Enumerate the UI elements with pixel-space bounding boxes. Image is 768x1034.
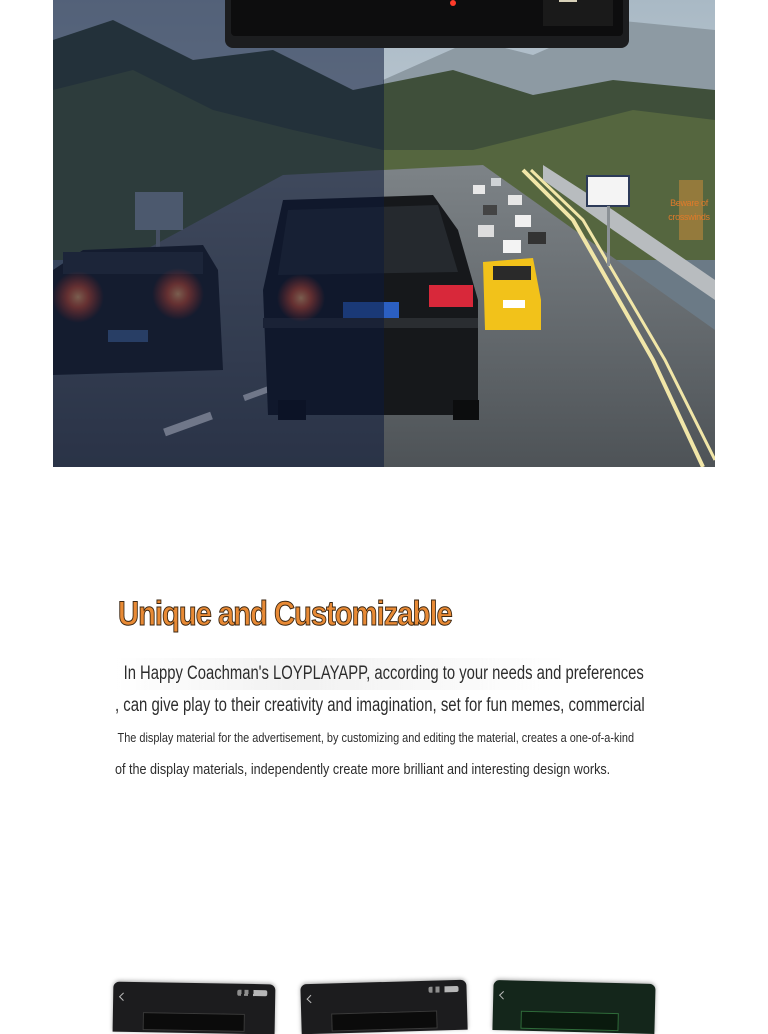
- description-paragraph: [115, 658, 695, 786]
- section-title: Unique and Customizable: [118, 595, 452, 633]
- hero-image: [53, 0, 715, 467]
- phone-screen-content: [143, 1012, 245, 1032]
- led-display-device: [225, 0, 629, 48]
- phone-screen-content: [331, 1011, 437, 1032]
- app-screenshots-row: [0, 981, 768, 1024]
- paragraph-line: , can give play to their creativity and imagination, set for fun memes, commercial: [115, 695, 645, 716]
- phone-nav-bar: [493, 980, 656, 1010]
- phone-screen-content: [520, 1011, 618, 1031]
- phone-preview: [300, 980, 467, 1034]
- paragraph-line: The display material for the advertisement, by customizing and editing the material, creates a one-of-a-kind: [117, 730, 635, 745]
- phone-preview: [492, 980, 655, 1034]
- phone-screen-title: [493, 990, 655, 994]
- back-chevron-icon[interactable]: [307, 995, 315, 1003]
- highway-scene: [53, 0, 715, 467]
- back-chevron-icon[interactable]: [119, 993, 127, 1001]
- phone-nav-bar: [113, 982, 275, 1011]
- crosswind-warning-sign: Beware of crosswinds: [668, 198, 710, 222]
- paragraph-line: In Happy Coachman's LOYPLAYAPP, according to your needs and preferences: [115, 658, 567, 690]
- yellow-taxi: [483, 258, 541, 330]
- status-bar-icon: [237, 990, 267, 997]
- phone-nav-bar: [300, 980, 467, 1011]
- paragraph-line: of the display materials, independently create more brilliant and interesting design works.: [115, 761, 611, 778]
- phone-preview: [113, 982, 276, 1034]
- back-chevron-icon[interactable]: [499, 991, 507, 999]
- status-bar-icon: [428, 986, 458, 993]
